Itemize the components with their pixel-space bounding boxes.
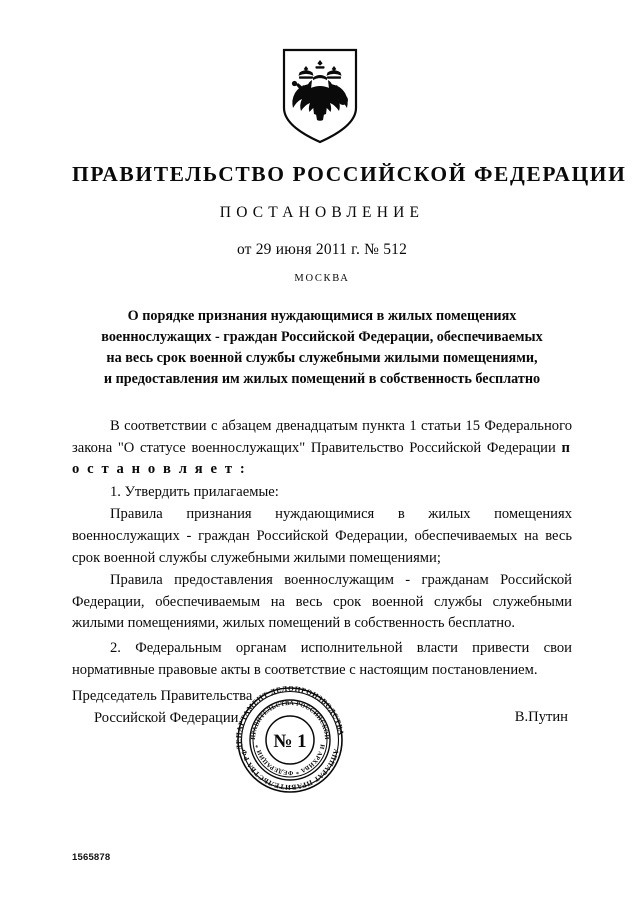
seal-outer-bottom-text: АППАРАТ ПРАВИТЕЛЬСТВА РФ (239, 748, 341, 792)
document-title (70, 306, 574, 390)
decree-verb: п о с т а н о в л я е т : (72, 439, 572, 478)
signatory-position-line2: Российской Федерации (94, 709, 239, 726)
document-body (72, 416, 572, 682)
seal-inner-bottom-text: И АРХИВА * ФЕДЕРАЦИИ * (254, 743, 326, 777)
body-paragraph-rule2: Правила предоставления военнослужащим - гражданам Российской Федерации, обеспечиваемым на весь срок военной службы служебными жилыми помещениями, жилых помещений в собственность бесплатно. (72, 572, 572, 632)
seal-outer-top-text: ДЕПАРТАМЕНТ ДЕЛОПРОИЗВОДСТВА (233, 683, 346, 751)
seal-center-number: № 1 (273, 731, 307, 752)
document-date-number: от 29 июня 2011 г. № 512 (236, 240, 408, 258)
signatory-position (72, 686, 252, 730)
signatory-position-line1: Председатель Правительства (72, 688, 253, 704)
document-title-line: на весь срок военной службы служебными жилыми помещениями, (106, 349, 538, 366)
document-kind: ПОСТАНОВЛЕНИЕ (219, 203, 425, 221)
seal-inner-top-text: ПРАВИТЕЛЬСТВА РОССИЙСКОЙ (249, 699, 331, 740)
signature-block (72, 686, 574, 730)
body-paragraph-rule1: Правила признания нуждающимися в жилых помещениях военнослужащих - граждан Российской Федерации, обеспечиваемых на весь срок военной службы служебными жилыми помещениями; (72, 506, 572, 566)
document-title-line: О порядке признания нуждающимися в жилых помещениях (127, 308, 517, 324)
emblem-container (0, 48, 640, 144)
svg-text:И АРХИВА * ФЕДЕРАЦИИ * (254, 744, 325, 776)
body-paragraph-intro (72, 416, 572, 481)
russian-coat-of-arms-icon (282, 48, 358, 144)
document-title-line: и предоставления им жилых помещений в собственность бесплатно (103, 370, 541, 387)
signatory-name: В.Путин (514, 709, 568, 725)
body-paragraph-item1: 1. Утвердить прилагаемые: (110, 483, 279, 500)
government-title: ПРАВИТЕЛЬСТВО РОССИЙСКОЙ ФЕДЕРАЦИИ (72, 162, 627, 186)
document-city: МОСКВА (294, 272, 350, 284)
document-footer-id: 1565878 (72, 852, 111, 863)
body-paragraph-item2: 2. Федеральным органам исполнительной власти привести свои нормативные правовые акты в соответствие с настоящим постановлением. (72, 639, 572, 678)
svg-text:АППАРАТ ПРАВИТЕЛЬСТВА РФ (240, 748, 340, 791)
document-title-line: военнослужащих - граждан Российской Федерации, обеспечиваемых (101, 328, 543, 345)
document-header (72, 162, 627, 284)
intro-text: В соответствии с абзацем двенадцатым пункта 1 статьи 15 Федерального закона "О статусе военнослужащих" Правительство Российской Федерации (72, 418, 572, 456)
